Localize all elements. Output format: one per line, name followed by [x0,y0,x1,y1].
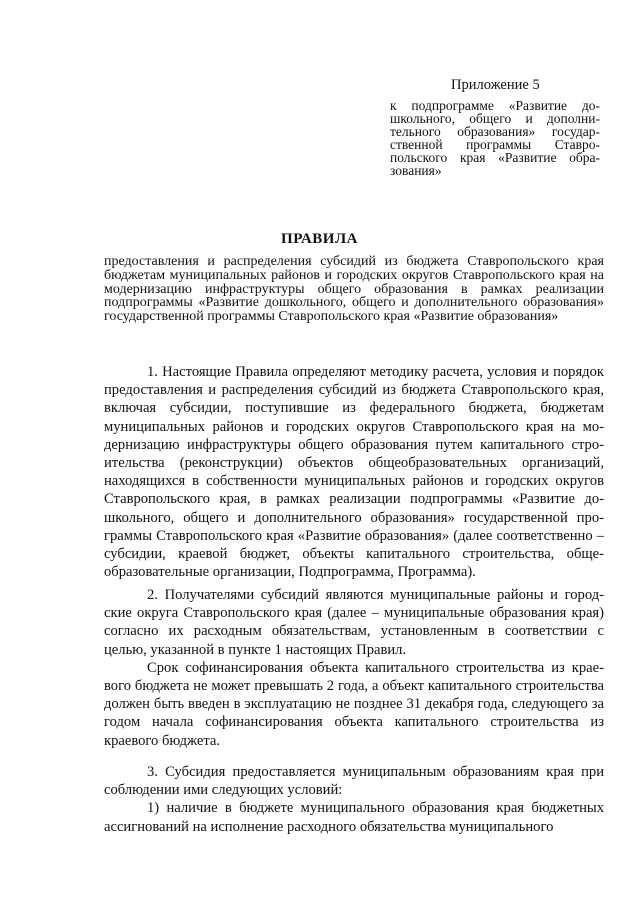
paragraph-3-text: 3. Субсидия предоставляется муниципальным образованиям края при соблюдении ими следующих условий: [104,764,604,799]
paragraph-2-text: 2. Получателями субсидий являются муниципальные районы и городские округа Ставропольского края (далее – муниципальные образования края) согласно их расходным обязательствам, установленным в соответствии с целью, указанной в пункте 1 настоящих Правил. [104,587,604,658]
document-subtitle: предоставления и распределения субсидий из бюджета Ставропольского края бюджетам муниципальных районов и городских округов Ставропольского края на модернизацию инфраструктуры общего образования в рамках реализации подпрограммы «Развитие дошкольного, общего и дополнительного образования» государственной программы Ставропольского края «Развитие образования» [104,254,604,325]
paragraph-3 [104,763,604,836]
paragraph-2-term-text: Срок софинансирования объекта капитального строительства из краевого бюджета не может превышать 2 года, а объект капитального строительства должен быть введен в эксплуатацию не позднее 31 декабря года, следующего за годом начала софинансирования объекта капитального строительства из краевого бюджета. [104,659,604,749]
paragraph-1 [104,363,604,581]
document-title: ПРАВИЛА [281,231,358,247]
paragraph-1-text: 1. Настоящие Правила определяют методику расчета, условия и порядок предоставления и распределения субсидий из бюджета Ставропольского края, включая субсидии, поступившие из федерального бюджета, бюджетам муниципальных районов и городских округов Ставропольского края на модернизацию инфраструктуры общего образования путем капитального строительства (реконструкции) объектов общеобразовательных организаций, находящихся в собственности муниципальных районов и городских округов Ставропольского края, в рамках реализации подпрограммы «Развитие дошкольного, общего и дополнительного образования» государственной программы Ставропольского края «Развитие образования» (далее соответственно – субсидии, краевой бюджет, объекты капитального строительства, общеобразовательные организации, Подпрограмма, Программа). [104,364,604,581]
appendix-title: Приложение 5 [451,77,540,93]
appendix-note: к подпрограмме «Развитие дошкольного, общего и дополнительного образования» государственной программы Ставропольского края «Развитие образования» [390,98,600,178]
paragraph-3-item-1: 1) наличие в бюджете муниципального образования края бюджетных ассигнований на исполнение расходного обязательства муниципального [104,800,604,835]
paragraph-2 [104,586,604,750]
